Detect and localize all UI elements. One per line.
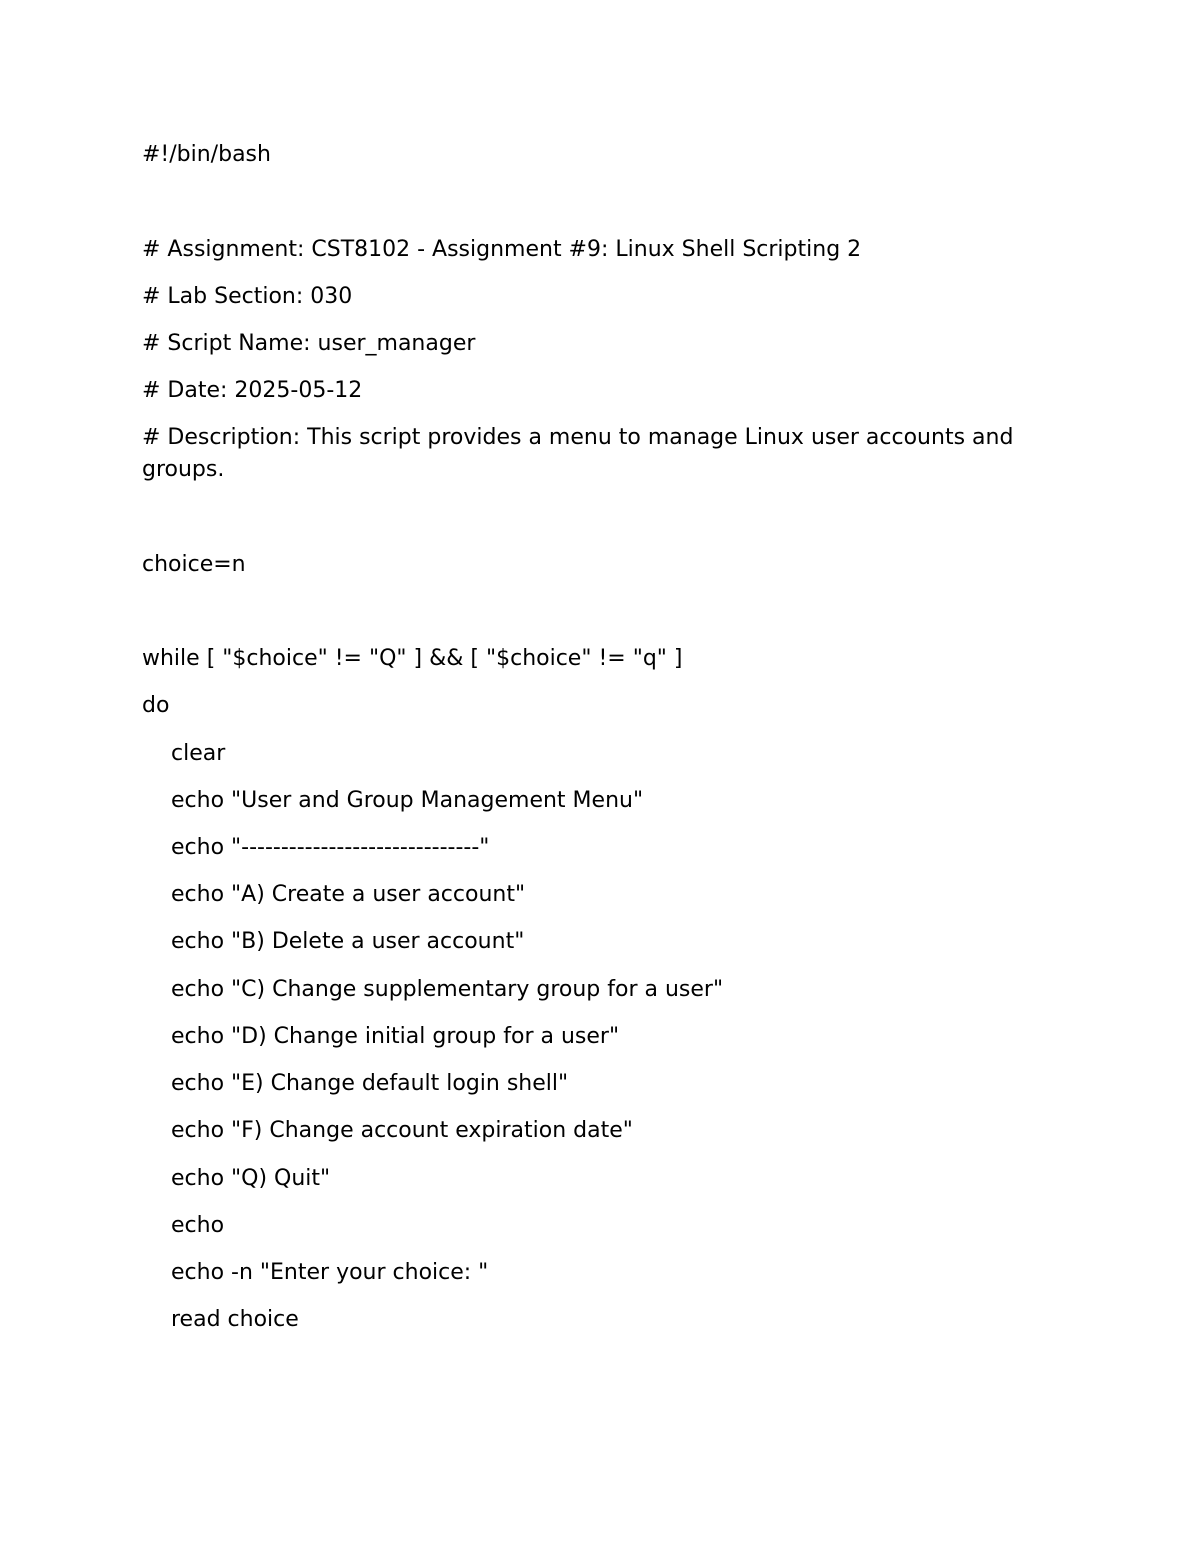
choice-assignment-line: choice=n — [142, 552, 246, 577]
shebang-line: #!/bin/bash — [142, 142, 271, 167]
clear-line: clear — [171, 741, 226, 766]
echo-menu-title: echo "User and Group Management Menu" — [171, 788, 644, 813]
echo-blank-line: echo — [171, 1213, 225, 1238]
echo-option-d: echo "D) Change initial group for a user" — [171, 1024, 620, 1049]
echo-option-c: echo "C) Change supplementary group for a user" — [171, 977, 724, 1002]
echo-option-e: echo "E) Change default login shell" — [171, 1071, 569, 1096]
while-line: while [ "$choice" != "Q" ] && [ "$choice" != "q" ] — [142, 646, 683, 671]
do-line: do — [142, 693, 170, 718]
comment-assignment: # Assignment: CST8102 - Assignment #9: Linux Shell Scripting 2 — [142, 237, 862, 262]
comment-description: # Description: This script provides a menu to manage Linux user accounts and groups. — [142, 425, 1014, 482]
comment-script-name: # Script Name: user_manager — [142, 331, 476, 356]
echo-option-f: echo "F) Change account expiration date" — [171, 1118, 633, 1143]
echo-option-b: echo "B) Delete a user account" — [171, 929, 525, 954]
comment-lab-section: # Lab Section: 030 — [142, 284, 353, 309]
echo-separator: echo "------------------------------" — [171, 835, 490, 860]
comment-date: # Date: 2025-05-12 — [142, 378, 363, 403]
read-choice-line: read choice — [171, 1307, 299, 1332]
echo-option-a: echo "A) Create a user account" — [171, 882, 526, 907]
echo-option-q: echo "Q) Quit" — [171, 1166, 331, 1191]
echo-prompt-line: echo -n "Enter your choice: " — [171, 1260, 489, 1285]
